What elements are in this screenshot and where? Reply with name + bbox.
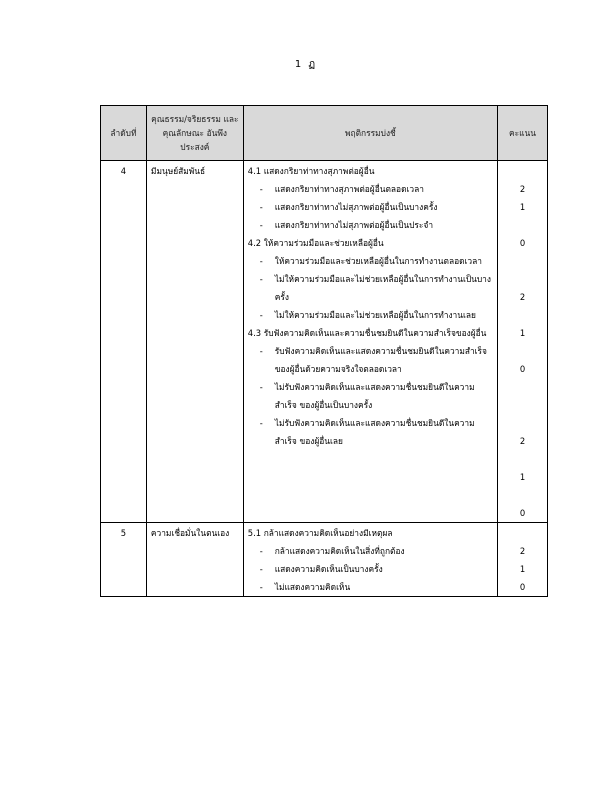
criterion-text: แสดงกริยาท่าทางสุภาพต่อผู้อื่นตลอดเวลา — [274, 184, 424, 194]
behavior-rubric-table — [100, 105, 548, 597]
row-scores — [498, 161, 548, 523]
row-trait: ความเชื่อมั่นในตนเอง — [146, 523, 243, 597]
score-value: 1 — [519, 202, 526, 212]
criterion: - ไม่รับฟังความคิดเห็นและแสดงความชื่นชมยินดีในความสำเร็จ ของผู้อื่นเป็นบางครั้ง — [248, 378, 495, 414]
criterion-text: ไม่รับฟังความคิดเห็นและแสดงความชื่นชมยินดีในความสำเร็จ ของผู้อื่นเป็นบางครั้ง — [274, 382, 475, 410]
row-indicators — [243, 523, 497, 597]
row-number: 4 — [101, 161, 147, 523]
score-value: 1 — [519, 564, 526, 574]
criterion-text: ไม่แสดงความคิดเห็น — [274, 582, 351, 592]
score-value: 2 — [519, 184, 526, 194]
criterion: - ไม่ให้ความร่วมมือและไม่ช่วยเหลือผู้อื่นในการทำงานเป็นบางครั้ง — [248, 270, 495, 306]
criterion: - ไม่แสดงความคิดเห็น — [248, 578, 495, 596]
header-score: คะแนน — [498, 106, 548, 161]
table-row — [101, 523, 548, 597]
score-value: 2 — [519, 436, 526, 446]
criterion-text: ให้ความร่วมมือและช่วยเหลือผู้อื่นในการทำงานตลอดเวลา — [274, 256, 482, 266]
header-order: ลำดับที่ — [101, 106, 147, 161]
score-value: 0 — [519, 582, 526, 592]
page-number: 1 ฏ — [294, 59, 318, 70]
score-value: 0 — [519, 508, 526, 518]
criterion: - รับฟังความคิดเห็นและแสดงความชื่นชมยินดีในความสำเร็จ ของผู้อื่นด้วยความจริงใจตลอดเวลา — [248, 342, 495, 378]
criterion-text: แสดงความคิดเห็นเป็นบางครั้ง — [274, 564, 383, 574]
row-indicators — [243, 161, 497, 523]
score-value: 0 — [519, 364, 526, 374]
criterion-text: แสดงกริยาท่าทางไม่สุภาพต่อผู้อื่นเป็นประจำ — [274, 220, 434, 230]
criterion-text: แสดงกริยาท่าทางไม่สุภาพต่อผู้อื่นเป็นบางครั้ง — [274, 202, 438, 212]
row-trait: มีมนุษย์สัมพันธ์ — [146, 161, 243, 523]
score-value: 2 — [519, 292, 526, 302]
header-indicator: พฤติกรรมบ่งชี้ — [243, 106, 497, 161]
table-row — [101, 161, 548, 523]
criterion-text: กล้าแสดงความคิดเห็นในสิ่งที่ถูกต้อง — [274, 546, 405, 556]
row-number: 5 — [101, 523, 147, 597]
indicator-heading: 5.1 กล้าแสดงความคิดเห็นอย่างมีเหตุผล — [247, 528, 393, 538]
criterion: - ไม่ให้ความร่วมมือและไม่ช่วยเหลือผู้อื่นในการทำงานเลย — [248, 306, 495, 324]
criterion: - ให้ความร่วมมือและช่วยเหลือผู้อื่นในการทำงานตลอดเวลา — [248, 252, 495, 270]
score-value: 1 — [519, 472, 526, 482]
score-value: 0 — [519, 238, 526, 248]
criterion: - ไม่รับฟังความคิดเห็นและแสดงความชื่นชมยินดีในความสำเร็จ ของผู้อื่นเลย — [248, 414, 495, 450]
indicator-heading: 4.1 แสดงกริยาท่าทางสุภาพต่อผู้อื่น — [247, 166, 375, 176]
score-value: 1 — [519, 328, 526, 338]
criterion: - แสดงกริยาท่าทางไม่สุภาพต่อผู้อื่นเป็นบางครั้ง — [248, 198, 495, 216]
criterion: - กล้าแสดงความคิดเห็นในสิ่งที่ถูกต้อง — [248, 542, 495, 560]
criterion-text: รับฟังความคิดเห็นและแสดงความชื่นชมยินดีในความสำเร็จ ของผู้อื่นด้วยความจริงใจตลอดเวลา — [274, 346, 487, 374]
row-scores — [498, 523, 548, 597]
score-value: 2 — [519, 546, 526, 556]
criterion: - แสดงกริยาท่าทางไม่สุภาพต่อผู้อื่นเป็นประจำ — [248, 216, 495, 234]
indicator-heading: 4.3 รับฟังความคิดเห็นและความชื่นชมยินดีในความสำเร็จของผู้อื่น — [247, 328, 487, 338]
indicator-heading: 4.2 ให้ความร่วมมือและช่วยเหลือผู้อื่น — [247, 238, 384, 248]
criterion: - แสดงกริยาท่าทางสุภาพต่อผู้อื่นตลอดเวลา — [248, 180, 495, 198]
criterion-text: ไม่รับฟังความคิดเห็นและแสดงความชื่นชมยินดีในความสำเร็จ ของผู้อื่นเลย — [274, 418, 475, 446]
criterion: - แสดงความคิดเห็นเป็นบางครั้ง — [248, 560, 495, 578]
criterion-text: ไม่ให้ความร่วมมือและไม่ช่วยเหลือผู้อื่นในการทำงานเลย — [274, 310, 476, 320]
header-trait: คุณธรรม/จริยธรรม และคุณลักษณะ อันพึงประสงค์ — [146, 106, 243, 161]
table-header-row — [101, 106, 548, 161]
criterion-text: ไม่ให้ความร่วมมือและไม่ช่วยเหลือผู้อื่นในการทำงานเป็นบางครั้ง — [274, 274, 491, 302]
